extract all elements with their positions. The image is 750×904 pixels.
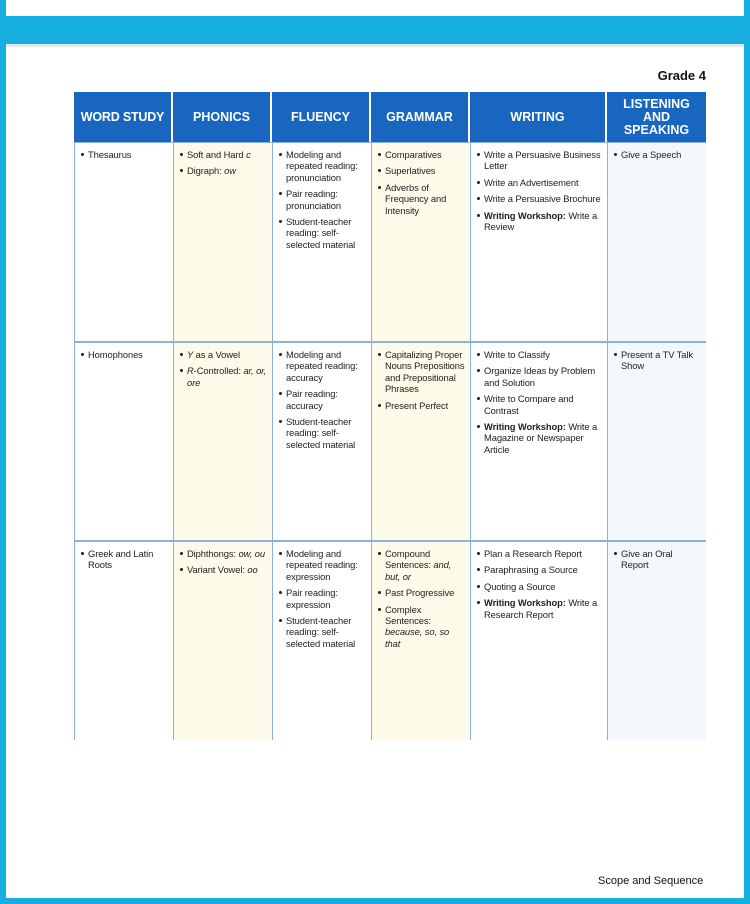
- list-item: Organize Ideas by Problem and Solution: [477, 365, 603, 388]
- list-item: Past Progressive: [378, 587, 466, 598]
- list-item: Present Perfect: [378, 400, 466, 411]
- list-item: Paraphrasing a Source: [477, 564, 603, 575]
- list-item: Writing Workshop: Write a Research Report: [477, 597, 603, 620]
- list-item: Variant Vowel: oo: [180, 564, 268, 575]
- list-item: Diphthongs: ow, ou: [180, 548, 268, 559]
- list-item: Homophones: [81, 349, 169, 360]
- frame-bottom-border: [0, 898, 750, 904]
- cell-phonics: [173, 341, 272, 540]
- top-banner: [6, 16, 744, 44]
- grade-label: Grade 4: [657, 68, 706, 83]
- list-item: Modeling and repeated reading: pronunciation: [279, 149, 367, 183]
- list-item: Pair reading: expression: [279, 587, 367, 610]
- header-listening-speaking: LISTENING AND SPEAKING: [607, 92, 706, 142]
- list-item: Give an Oral Report: [614, 548, 702, 571]
- header-word-study: WORD STUDY: [74, 92, 173, 142]
- scope-sequence-table: [74, 92, 706, 740]
- list-item: Quoting a Source: [477, 581, 603, 592]
- list-item: Plan a Research Report: [477, 548, 603, 559]
- list-item: Present a TV Talk Show: [614, 349, 702, 372]
- list-item: Give a Speech: [614, 149, 702, 160]
- cell-phonics: [173, 142, 272, 341]
- list-item: Write a Persuasive Business Letter: [477, 149, 603, 172]
- list-item: Pair reading: accuracy: [279, 388, 367, 411]
- cell-word-study: [74, 142, 173, 341]
- cell-listening-speaking: [607, 142, 706, 341]
- header-grammar: GRAMMAR: [371, 92, 470, 142]
- list-item: Adverbs of Frequency and Intensity: [378, 182, 466, 216]
- cell-fluency: [272, 341, 371, 540]
- list-item: R-Controlled: ar, or, ore: [180, 365, 268, 388]
- cell-fluency: [272, 142, 371, 341]
- list-item: Thesaurus: [81, 149, 169, 160]
- list-item: Student-teacher reading: self-selected material: [279, 216, 367, 250]
- cell-grammar: [371, 540, 470, 740]
- list-item: Compound Sentences: and, but, or: [378, 548, 466, 582]
- cell-grammar: [371, 341, 470, 540]
- cell-writing: [470, 341, 607, 540]
- list-item: Soft and Hard c: [180, 149, 268, 160]
- cell-listening-speaking: [607, 540, 706, 740]
- frame-right-border: [744, 0, 750, 904]
- list-item: Writing Workshop: Write a Review: [477, 210, 603, 233]
- list-item: Write to Compare and Contrast: [477, 393, 603, 416]
- list-item: Y as a Vowel: [180, 349, 268, 360]
- cell-writing: [470, 540, 607, 740]
- list-item: Comparatives: [378, 149, 466, 160]
- list-item: Superlatives: [378, 165, 466, 176]
- list-item: Modeling and repeated reading: accuracy: [279, 349, 367, 383]
- footer-section-title: Scope and Sequence: [598, 875, 704, 887]
- top-banner-shadow: [6, 44, 744, 47]
- list-item: Greek and Latin Roots: [81, 548, 169, 571]
- cell-writing: [470, 142, 607, 341]
- cell-grammar: [371, 142, 470, 341]
- list-item: Write an Advertisement: [477, 177, 603, 188]
- cell-phonics: [173, 540, 272, 740]
- list-item: Capitalizing Proper Nouns Prepositions and Prepositional Phrases: [378, 349, 466, 395]
- list-item: Student-teacher reading: self-selected material: [279, 615, 367, 649]
- list-item: Write a Persuasive Brochure: [477, 193, 603, 204]
- cell-word-study: [74, 540, 173, 740]
- list-item: Digraph: ow: [180, 165, 268, 176]
- header-phonics: PHONICS: [173, 92, 272, 142]
- list-item: Write to Classify: [477, 349, 603, 360]
- list-item: Complex Sentences: because, so, so that: [378, 604, 466, 650]
- cell-word-study: [74, 341, 173, 540]
- header-writing: WRITING: [470, 92, 607, 142]
- cell-fluency: [272, 540, 371, 740]
- list-item: Student-teacher reading: self-selected material: [279, 416, 367, 450]
- frame-left-border: [0, 0, 6, 904]
- cell-listening-speaking: [607, 341, 706, 540]
- list-item: Writing Workshop: Write a Magazine or Newspaper Article: [477, 421, 603, 455]
- list-item: Pair reading: pronunciation: [279, 188, 367, 211]
- list-item: Modeling and repeated reading: expression: [279, 548, 367, 582]
- header-fluency: FLUENCY: [272, 92, 371, 142]
